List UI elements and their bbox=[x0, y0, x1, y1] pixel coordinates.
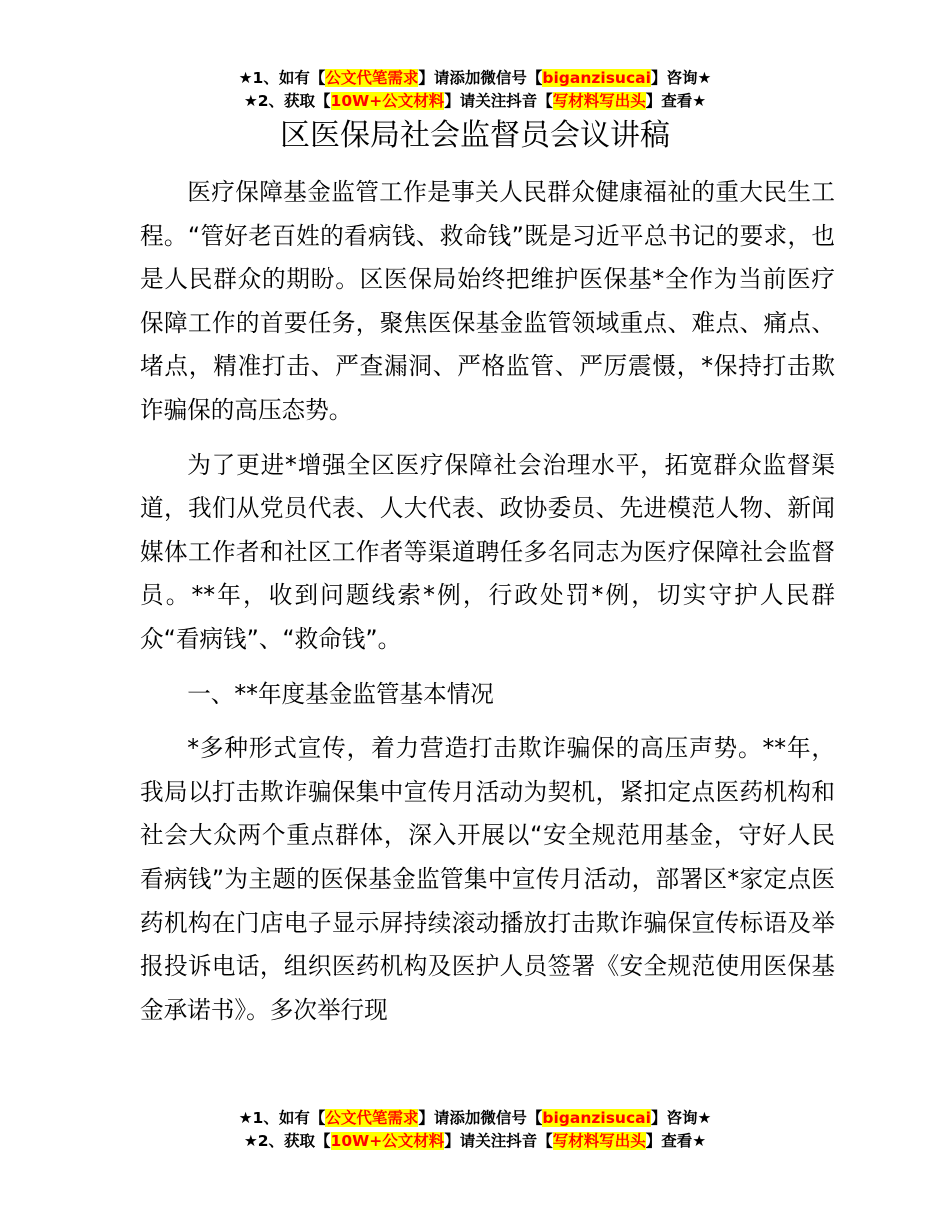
banner-text: ★2、获取【 bbox=[243, 92, 331, 110]
paragraph: 为了更进*增强全区医疗保障社会治理水平，拓宽群众监督渠道，我们从党员代表、人大代表、政协委员、先进模范人物、新闻媒体工作者和社区工作者等渠道聘任多名同志为医疗保障社会监督员。**年，收到问题线索*例，行政处罚*例，切实守护人民群众“看病钱”、“救命钱”。 bbox=[140, 450, 835, 653]
banner-text: 】查看★ bbox=[645, 1132, 707, 1150]
banner-highlight: 公文代笔需求 bbox=[325, 69, 419, 87]
banner-highlight: 写材料写出头 bbox=[552, 92, 646, 110]
banner-highlight: 10W+公文材料 bbox=[330, 1132, 445, 1150]
banner-line-1 bbox=[0, 1107, 950, 1130]
banner-text: 】请添加微信号【 bbox=[418, 69, 543, 87]
banner-text: 】请关注抖音【 bbox=[444, 92, 553, 110]
section-heading: 一、**年度基金监管基本情况 bbox=[187, 679, 494, 708]
paragraph: *多种形式宣传，着力营造打击欺诈骗保的高压声势。**年，我局以打击欺诈骗保集中宣传月活动为契机，紧扣定点医药机构和社会大众两个重点群体，深入开展以“安全规范用基金，守好人民看病钱”为主题的医保基金监管集中宣传月活动，部署区*家定点医药机构在门店电子显示屏持续滚动播放打击欺诈骗保宣传标语及举报投诉电话，组织医药机构及医护人员签署《安全规范使用医保基金承诺书》。多次举行现 bbox=[140, 734, 835, 1024]
banner-highlight: 10W+公文材料 bbox=[330, 92, 445, 110]
banner-text: ★1、如有【 bbox=[238, 1109, 326, 1127]
banner-text: 】请关注抖音【 bbox=[444, 1132, 553, 1150]
paragraph: 医疗保障基金监管工作是事关人民群众健康福祉的重大民生工程。“管好老百姓的看病钱、救命钱”既是习近平总书记的要求，也是人民群众的期盼。区医保局始终把维护医保基*全作为当前医疗保障工作的首要任务，聚焦医保基金监管领域重点、难点、痛点、堵点，精准打击、严查漏洞、严格监管、严厉震慑，*保持打击欺诈骗保的高压态势。 bbox=[140, 178, 835, 424]
banner-text: ★2、获取【 bbox=[243, 1132, 331, 1150]
banner-line-2 bbox=[0, 1130, 950, 1153]
banner-highlight: 写材料写出头 bbox=[552, 1132, 646, 1150]
banner-highlight: biganzisucai bbox=[542, 1109, 651, 1127]
banner-highlight: 公文代笔需求 bbox=[325, 1109, 419, 1127]
banner-text: 】请添加微信号【 bbox=[418, 1109, 543, 1127]
banner-text: ★1、如有【 bbox=[238, 69, 326, 87]
banner-highlight: biganzisucai bbox=[542, 69, 651, 87]
document-title: 区医保局社会监督员会议讲稿 bbox=[280, 118, 670, 153]
banner-text: 】咨询★ bbox=[650, 1109, 712, 1127]
banner-text: 】咨询★ bbox=[650, 69, 712, 87]
banner-text: 】查看★ bbox=[645, 92, 707, 110]
banner-line-1 bbox=[0, 67, 950, 90]
document-body bbox=[140, 171, 835, 1043]
footer-banner bbox=[0, 1107, 950, 1153]
header-banner bbox=[0, 67, 950, 113]
banner-line-2 bbox=[0, 90, 950, 113]
